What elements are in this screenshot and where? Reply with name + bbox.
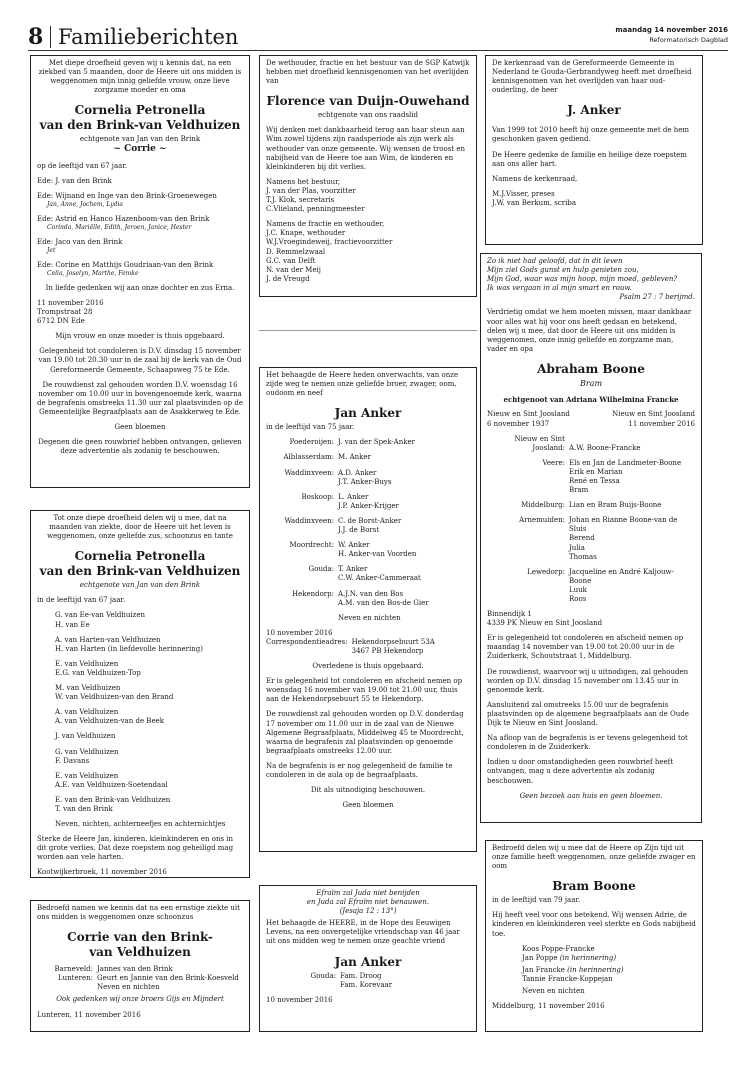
bible-reference: (Jesaja 12 : 13°) [339,907,397,916]
notice-intro: Bedroefd namen we kennis dat na een ernstige ziekte uit ons midden is weggenomen onze schoonzus [37,904,240,922]
family-group [55,611,243,629]
family-names: J.P. Anker-Krijger [338,501,399,510]
notice-intro: Bedroefd delen wij u mee dat de Heere op Zijn tijd uit onze familie heeft weggenomen, onze geliefde zwager en oom [492,844,696,871]
burial-info: Aansluitend zal omstreeks 15.00 uur de begrafenis plaatsvinden op de algemene begraafplaats aan de Oude Dijk te Nieuw en Sint Joosland. [487,700,689,728]
family-place: Waddinxveen: [284,516,334,525]
family-names: T. Anker [338,565,368,574]
family-place: Alblasserdam: [283,453,334,462]
family-place: Waddinxveen: [284,468,334,477]
family-line: E.G. van Veldhuizen-Top [55,668,141,677]
family-place: Gouda: [308,565,334,574]
board-member: J. van der Plas, voorzitter [266,186,356,195]
family-names: W. Anker [338,541,370,550]
family-place: Moordrecht: [289,541,334,550]
notice-bram-boone [485,840,703,1032]
visit-note: Geen bezoek aan huis en geen bloemen. [519,791,663,800]
laid-out: Overledene is thuis opgebaard. [312,662,424,671]
notice-date: 10 november 2016 [266,995,333,1004]
address-line1: Trompstraat 28 [37,308,93,317]
family-place: Veere: [542,458,565,467]
spouse-line: echtgenoot van Adriana Wilhelmina Francke [503,395,679,405]
family-line: E. van den Brink-van Veldhuizen [55,795,171,804]
grandchildren: Jet [47,247,56,255]
family-names: Berend [569,534,595,543]
header-divider [50,26,51,48]
notice-intro: Het behaagde de HEERE, in de Hope des Eeuwigen Levens, na een onvergetelijke vriendschap van 46 jaar uit ons midden weg te nemen onze geachte vriend [266,919,460,946]
family-row [487,435,695,453]
deceased-name: Florence van Duijn-Ouwehand [266,94,470,109]
family-line: H. van Harten (in liefdevolle herinnering) [55,644,203,653]
correspondence-address [266,638,470,656]
signer: M.J.Visser, preses [492,189,555,198]
family-line: Ede: Astrid en Hanco Hazenboom-van den Brink [37,215,210,224]
invitation-note: Dit als uitnodiging beschouwen. [310,786,426,795]
family-list [266,438,470,622]
memory-note: (in herinnering) [559,953,617,962]
family-line: E. van Veldhuizen [55,659,119,668]
family-line: M. van Veldhuizen [55,684,121,693]
family-line [522,954,696,963]
notice-corrie [30,900,250,1032]
family-list [37,177,243,278]
family-place: Barneveld: [54,965,93,974]
family-row [266,972,470,990]
family-group [55,772,243,790]
family-line: Ede: Wijnand en Inge van den Brink-Groenewegen [37,192,217,201]
family-row [266,469,470,487]
grandchildren: Jan, Anne, Jochem, Lydia [47,201,123,209]
remembrance: Ook gedenken wij onze broers Gijs en Mijndert [56,995,224,1004]
family-entry [37,177,243,186]
family-names: Els en Jan de Landmeter-Boone [569,458,682,467]
after-burial: Na de begrafenis is er nog gelegenheid de familie te condoleren in de aula op de begraafplaats. [266,761,453,779]
spouse-line: echtgenote van Jan van den Brink [79,581,201,590]
family-line: Ede: Jaco van den Brink [37,238,123,247]
family-names: C.W. Anker-Cammeraat [338,574,421,583]
family-names: Johan en Rianne Boone-van de Sluis [569,516,678,534]
place-date: Middelburg, 11 november 2016 [492,1002,605,1011]
family-list [492,945,696,996]
family-names: M. Anker [338,453,371,462]
fraction-member: J.C. Knape, wethouder [266,229,346,238]
board-title: Namens het bestuur, [266,177,340,186]
family-group [55,748,243,766]
section-title: Familieberichten [58,25,239,49]
family-row [37,974,243,983]
notice-florence [259,55,477,297]
family-names: H. Anker-van Voorden [338,550,417,559]
page-number: 8 [28,24,44,50]
notice-intro: Het behaagde de Heere heden onverwachts, van onze zijde weg te nemen onze geliefde broer, zwager, oom, oudoom en neef [266,371,459,398]
correspondence-line2: 3467 PB Hekendorp [351,646,424,655]
family-names: Geurt en Jannie van den Brink-Koesveld [97,974,239,983]
newspaper-name: Reformatorisch Dagblad [649,36,728,44]
correspondence-label: Correspondentieadres: [266,637,348,646]
bible-verse-line1: Efraïm zal Juda niet benijden [316,889,420,897]
family-names: Roos [569,595,587,604]
family-place: Middelburg: [521,501,565,510]
family-row [487,568,695,604]
condolence-info: Er is gelegenheid tot condoleren en afscheid nemen op maandag 14 november van 19.00 tot 20.00 uur in de Zuiderkerk, Schoutstraat 1, Middelburg. [487,634,684,661]
family-line: J. van Veldhuizen [55,732,116,741]
age-line: in de leeftijd van 75 jaar. [266,423,355,432]
family-row [487,501,695,510]
notice-intro: De kerkenraad van de Gereformeerde Gemeente in Nederland te Gouda-Gerbrandyweg heeft met droefheid kennisgenomen van het overlijden van haar oud-ouderling, de heer [492,59,692,95]
family-row [266,438,470,447]
family-line: F. Davans [55,756,90,765]
place-date: Lunteren, 11 november 2016 [37,1010,141,1019]
family-group [55,796,243,814]
notice-abraham-boone [480,253,702,823]
notice-intro: De wethouder, fractie en het bestuur van de SGP Katwijk hebben met droefheid kennisgenomen van het overlijden van [266,59,470,86]
family-row [266,590,470,608]
family-names: J.T. Anker-Buys [338,477,392,486]
family-row [37,983,243,992]
condolence-info: Er is gelegenheid tot condoleren en afscheid nemen op woensdag 16 november van 19.00 tot 21.00 uur, thuis aan de Hekendorpsebuurt 55 te Hekendorp. [266,677,463,704]
family-names: L. Anker [338,492,369,501]
family-line: W. van Veldhuizen-van den Brand [55,693,174,702]
family-place: Lunteren: [58,974,93,983]
age-line: in de leeftijd van 67 jaar. [37,596,126,605]
closing-note: Indien u door omstandigheden geen rouwbrief heeft ontvangen, mag u deze advertentie als zodanig beschouwen. [487,758,674,785]
deceased-name-line1: Cornelia Petronella [74,549,206,564]
notice-body: De Heere gedenke de familie en heilige deze roepstem aan ons aller hart. [492,150,687,168]
notice-jan-anker-friends [259,885,477,1032]
board-member: T.J. Klok, secretaris [266,196,335,205]
poem-line: Mijn God, waar was mijn hoop, mijn moed, gebleven? [487,275,678,284]
family-line: A. van Veldhuizen-van de Beek [55,717,164,726]
service-info: De rouwdienst, waarvoor wij u uitnodigen, zal gehouden worden op D.V. dinsdag 15 november om 13.45 uur in genoemde kerk. [487,667,689,694]
notice-body: Van 1999 tot 2010 heeft hij onze gemeente met de hem geschonken gaven gediend. [492,126,689,144]
family-row [487,459,695,495]
family-name: Jan Poppe [522,953,558,962]
fraction-member: W.J.Vroegindeweij, fractievoorzitter [266,238,393,247]
deceased-name [37,103,243,133]
family-line: H. van Ee [55,620,90,629]
family-names: Jannes van den Brink [97,965,173,974]
family-list [487,435,695,605]
role-line: echtgenote van ons raadslid [317,111,419,120]
notice-cornelia-family [30,55,250,488]
family-entry [37,215,243,232]
notice-date: 11 november 2016 [37,299,104,307]
family-names: A.J.N. van den Bos [338,589,404,598]
family-row [266,565,470,583]
family-line: Tannie Francke-Koppejan [522,974,613,983]
family-names: Luuk [569,585,587,594]
deceased-name [37,549,243,579]
flowers-note: Geen bloemen [342,801,394,810]
death-place: Nieuw en Sint Joosland [612,410,695,419]
family-place: Poederoijen: [289,438,334,447]
death-date: 11 november 2016 [628,419,695,428]
family-names: Bram [569,486,589,495]
family-group [55,660,243,678]
family-line: G. van Veldhuizen [55,747,119,756]
bible-verse-line2: en Juda zal Efraïm niet benauwen. [306,898,430,907]
after-burial: Na afloop van de begrafenis is er tevens gelegenheid tot condoleren in de Zuiderkerk. [487,734,688,752]
deceased-name-line1: Cornelia Petronella [74,103,206,118]
memory-note: (in herinnering) [567,965,624,974]
family-names: Fam. Korevaar [340,980,393,989]
family-names: René en Tessa [569,476,620,485]
deceased-name-line2: van den Brink-van Veldhuizen [39,564,241,579]
fraction-member: J. de Vreugd [266,274,310,283]
address-line2: 4339 PK Nieuw en Sint Joosland [487,619,603,628]
spouse-line: echtgenote van Jan van den Brink [79,135,201,144]
family-entry [37,261,243,278]
deceased-name [37,930,243,960]
family-names: Jacqueline en André Kaljouw-Boone [569,567,674,585]
birth-place: Nieuw en Sint Joosland [487,410,570,419]
deceased-name-line2: van den Brink-van Veldhuizen [39,118,241,133]
family-entry [37,238,243,255]
family-names: Fam. Droog [340,971,382,980]
family-line: A.E. van Veldhuizen-Soetendaal [55,780,168,789]
family-line: Ede: J. van den Brink [37,177,112,186]
address-line1: Binnendijk 1 [487,610,532,619]
death-info [591,410,695,428]
family-entry [37,192,243,209]
family-names: A.M. van den Bos-de Gier [338,598,429,607]
family-place [37,983,97,992]
closing-text: Sterke de Heere Jan, kinderen, kleinkinderen en ons in dit grote verlies. Dat deze roepstem nog geheiligd mag worden aan vele harten. [37,835,234,862]
closing-note: Degenen die geen rouwbrief hebben ontvangen, gelieven deze advertentie als zodanig te beschouwen. [38,438,242,456]
notice-intro: Met diepe droefheid geven wij u kennis dat, na een ziekbed van 5 maanden, door de Heere uit ons midden is weggenomen mijn innig geliefde vrouw, onze lieve zorgzame moeder en oma [38,59,242,95]
family-row [37,965,243,974]
fraction-member: G.C. van Delft [266,256,316,265]
family-row [266,517,470,535]
notice-date: 10 november 2016 [266,628,333,637]
grandchildren: Celia, Joselyn, Marthe, Femke [47,270,139,278]
signer: J.W. van Berkum, scriba [492,198,576,207]
family-line: Koos Poppe-Francke [522,944,595,953]
family-place: Nieuw en Sint Joosland: [514,434,565,452]
laid-out: Mijn vrouw en onze moeder is thuis opgebaard. [55,332,225,341]
family-names: J. van der Spek-Anker [338,438,415,447]
nephews-line: Neven en nichten [522,987,585,996]
birth-info [487,410,591,428]
family-names: Julia [569,543,585,552]
fraction-title: Namens de fractie en wethouder, [266,220,385,229]
family-row [266,541,470,559]
family-line: E. van Veldhuizen [55,771,119,780]
correspondence-line1: Hekendorpsebuurt 53A [351,637,435,646]
family-place: Hekendorp: [291,589,334,598]
family-name: Jan Francke [522,965,565,974]
column-separator [259,330,477,331]
family-place: Arnemuiden: [519,516,565,525]
poem-line: Mijn ziel Gods gunst en hulp genieten zou, [487,266,639,275]
notice-intro: Verdrietig omdat we hem moeten missen, maar dankbaar voor alles wat hij voor ons heeft gedaan en betekend, delen wij u mee, dat door de Heere uit ons midden is weggenomen, onze innig geliefde en zorgzame man, vader en opa [487,308,692,353]
deceased-name-line1: Corrie van den Brink- [67,930,213,945]
fraction-member: N. van der Meij [266,265,321,274]
family-row [266,453,470,462]
family-place: Boskoop: [301,492,334,501]
nephews-line: Neven, nichten, achterneefjes en achternichtjes [55,820,226,829]
family-line [522,966,696,975]
family-group [55,684,243,702]
header-rule [28,50,728,51]
family-list [37,611,243,829]
family-names: J.J. de Borst [338,526,380,535]
poem-line: Ik was vergaan in al mijn smart en rouw. [487,284,632,293]
service-info: De rouwdienst zal gehouden worden D.V. woensdag 16 november om 10.00 uur in bovengenoemde kerk, waarna de begrafenis omstreeks 11.30 uur zal plaatsvinden op de Gemeentelijke Begraafplaats aan de Asakkerweg te Ede. [37,380,243,416]
family-names: Lian en Bram Buijs-Boone [569,501,662,510]
age-line: in de leeftijd van 79 jaar. [492,896,581,905]
poem-reference: Psalm 27 : 7 berijmd. [619,293,695,302]
family-place: Lewedorp: [527,567,565,576]
deceased-name: J. Anker [567,103,621,118]
family-line: A. van Veldhuizen [55,708,119,717]
service-info: De rouwdienst zal gehouden worden op D.V. donderdag 17 november om 11.00 uur in de zaal van de Nieuwe Algemene Begraafplaats, Middelweg 45 te Moordrecht, waarna de begrafenis zal plaatsvinden op genoemde begraafplaats omstreeks 12.00 uur. [266,710,464,755]
deceased-name: Bram Boone [552,879,636,894]
deceased-name: Jan Anker [334,406,402,421]
age-line: op de leeftijd van 67 jaar. [37,162,128,171]
board-member: C.Vlieland, penningmeester [266,205,365,214]
issue-date: maandag 14 november 2016 [615,26,728,34]
fraction-member: D. Remmelzwaal [266,247,326,256]
notice-cornelia-siblings [30,510,250,878]
grandchildren: Corinda, Mariëlle, Edith, Jeroen, Janice, Hester [47,224,192,232]
place-date: Kootwijkerbroek, 11 november 2016 [37,868,167,877]
family-line: T. van den Brink [55,804,113,813]
nickname: ~ Corrie ~ [113,144,167,155]
family-group [55,708,243,726]
notice-church-council [485,55,703,245]
call-name: Bram [579,378,603,388]
family-names: A.D. Anker [338,468,377,477]
family-line: A. van Harten-van Veldhuizen [55,635,161,644]
poem-line: Zo ik niet had geloofd, dat in dit leven [487,257,623,265]
family-group [55,732,243,741]
sign-title: Namens de kerkenraad, [492,174,578,183]
family-row [266,493,470,511]
page-header [28,26,728,50]
family-names: Thomas [569,552,597,561]
notice-body: Hij heeft veel voor ons betekend. Wij wensen Adrie, de kinderen en kleinkinderen veel sterkte en Gods nabijheid toe. [492,911,696,938]
address-line2: 6712 DN Ede [37,317,85,326]
family-names: Neven en nichten [97,983,160,992]
deceased-name: Jan Anker [334,954,402,969]
family-names: A.W. Boone-Francke [569,443,641,452]
deceased-name-line2: van Veldhuizen [89,945,191,960]
notice-jan-anker-family [259,367,477,852]
family-line: Ede: Corine en Matthijs Goudriaan-van den Brink [37,261,214,270]
remembrance: In liefde gedenken wij aan onze dochter en zus Erna. [45,283,235,292]
condolence-info: Gelegenheid tot condoleren is D.V. dinsdag 15 november van 19.00 tot 20.30 uur in de zaal bij de kerk van de Oud Gereformeerde Gemeente, Schaapsweg 75 te Ede. [38,347,242,374]
nephews-line: Neven en nichten [338,613,401,622]
family-names: C. de Borst-Anker [338,516,402,525]
deceased-name: Abraham Boone [537,361,645,376]
birth-date: 6 november 1937 [487,419,550,428]
family-line: G. van Ee-van Veldhuizen [55,611,146,620]
family-place: Gouda: [310,971,336,980]
notice-intro: Tot onze diepe droefheid delen wij u mee, dat na maanden van ziekte, door de Heere uit het leven is weggenomen, onze geliefde zus, schoonzus en tante [47,514,233,541]
family-names: Erik en Marian [569,467,623,476]
family-group [55,636,243,654]
notice-body: Wij denken met dankbaarheid terug aan haar steun aan Wim zowel tijdens zijn raadsperiode als zijn werk als wethouder van onze gemeente. Wij wensen de troost en nabijheid van de Heere toe aan Wim, de kinderen en kleinkinderen bij dit verlies. [266,126,466,171]
family-row [487,516,695,561]
flowers-note: Geen bloemen [114,423,166,432]
birth-death [487,410,695,428]
